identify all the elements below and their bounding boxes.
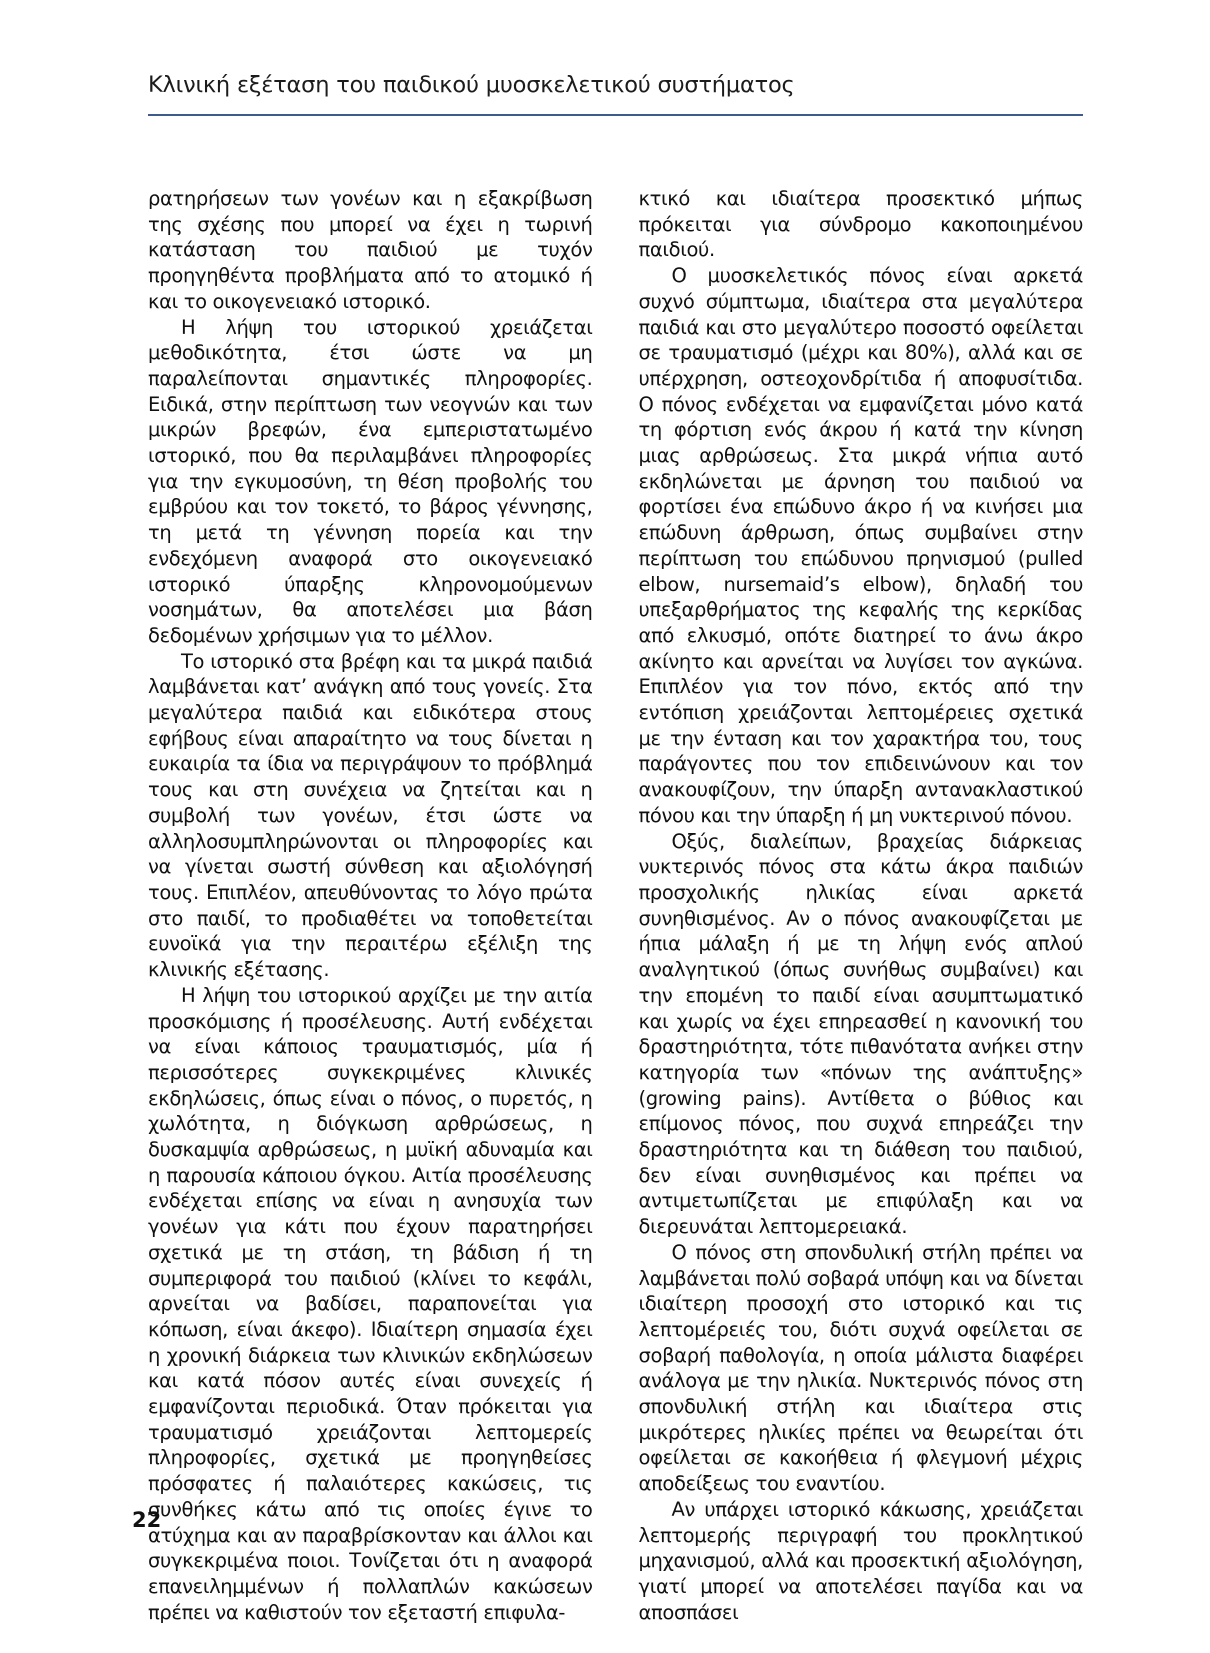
body-paragraph: κτικό και ιδιαίτερα προσεκτικό μήπως πρόκειται για σύνδρομο κακοποιημένου παιδιού.	[638, 187, 1083, 262]
body-paragraph: Η λήψη του ιστορικού χρειάζεται μεθοδικότητα, έτσι ώστε να μη παραλείπονται σημαντικές πληροφορίες. Ειδικά, στην περίπτωση των νεογνών και των μικρών βρεφών, ένα εμπεριστατωμένο ιστορικό, που θα περιλαμβάνει πληροφορίες για την εγκυμοσύνη, τη θέση προβολής του εμβρύου και τον τοκετό, το βάρος γέννησης, τη μετά τη γέννηση πορεία και την ενδεχόμενη αναφορά στο οικογενειακό ιστορικό ύπαρξης κληρονομούμενων νοσημάτων, θα αποτελέσει μια βάση δεδομένων χρήσιμων για το μέλλον.	[148, 315, 593, 647]
left-column	[148, 186, 593, 1625]
right-column	[639, 186, 1084, 1625]
text-columns	[148, 186, 1083, 1625]
header-rule	[148, 114, 1083, 116]
body-paragraph: ρατηρήσεων των γονέων και η εξακρίβωση της σχέσης που μπορεί να έχει η τωρινή κατάσταση του παιδιού με τυχόν προηγηθέντα προβλήματα από το ατομικό ή και το οικογενειακό ιστορικό.	[148, 187, 593, 313]
body-paragraph: Η λήψη του ιστορικού αρχίζει με την αιτία προσκόμισης ή προσέλευσης. Αυτή ενδέχεται να είναι κάποιος τραυματισμός, μία ή περισσότερες συγκεκριμένες κλινικές εκδηλώσεις, όπως είναι ο πόνος, ο πυρετός, η χωλότητα, η διόγκωση αρθρώσεως, η δυσκαμψία αρθρώσεως, η μυϊκή αδυναμία και η παρουσία κάποιου όγκου. Αιτία προσέλευσης ενδέχεται επίσης να είναι η ανησυχία των γονέων για κάτι που έχουν παρατηρήσει σχετικά με τη στάση, τη βάδιση ή τη συμπεριφορά του παιδιού (κλίνει το κεφάλι, αρνείται να βαδίσει, παραπονείται για κόπωση, είναι άκεφο). Ιδιαίτερη σημασία έχει η χρονική διάρκεια των κλινικών εκδηλώσεων και κατά πόσον αυτές είναι συνεχείς ή εμφανίζονται περιοδικά. Όταν πρόκειται για τραυματισμό χρειάζονται λεπτομερείς πληροφορίες, σχετικά με προηγηθείσες πρόσφατες ή παλαιότερες κακώσεις, τις συνθήκες κάτω από τις οποίες έγινε το ατύχημα και αν παραβρίσκονταν και άλλοι και συγκεκριμένα ποιοι. Τονίζεται ότι η αναφορά επανειλημμένων ή πολλαπλών κακώσεων πρέπει να καθιστούν τον εξεταστή επιφυλα-	[148, 983, 593, 1624]
page-number: 22	[132, 1508, 162, 1532]
body-paragraph: Το ιστορικό στα βρέφη και τα μικρά παιδιά λαμβάνεται κατ’ ανάγκη από τους γονείς. Στα μεγαλύτερα παιδιά και ειδικότερα στους εφήβους είναι απαραίτητο να τους δίνεται η ευκαιρία τα ίδια να περιγράψουν το πρόβλημά τους και στη συνέχεια να ζητείται και η συμβολή των γονέων, έτσι ώστε να αλληλοσυμπληρώνονται οι πληροφορίες και να γίνεται σωστή σύνθεση και αξιολόγησή τους. Επιπλέον, απευθύνοντας το λόγο πρώτα στο παιδί, το προδιαθέτει να τοποθετείται ευνοϊκά για την περαιτέρω εξέλιξη της κλινικής εξέτασης.	[148, 649, 593, 982]
body-paragraph: Αν υπάρχει ιστορικό κάκωσης, χρειάζεται λεπτομερής περιγραφή του προκλητικού μηχανισμού, αλλά και προσεκτική αξιολόγηση, γιατί μπορεί να αποτελέσει παγίδα και να αποσπάσει	[638, 1497, 1083, 1624]
body-paragraph: Ο μυοσκελετικός πόνος είναι αρκετά συχνό σύμπτωμα, ιδιαίτερα στα μεγαλύτερα παιδιά και στο μεγαλύτερο ποσοστό οφείλεται σε τραυματισμό (μέχρι και 80%), αλλά και σε υπέρχρηση, οστεοχονδρίτιδα ή αποφυσίτιδα. Ο πόνος ενδέχεται να εμφανίζεται μόνο κατά τη φόρτιση ενός άκρου ή κατά την κίνηση μιας αρθρώσεως. Στα μικρά νήπια αυτό εκδηλώνεται με άρνηση του παιδιού να φορτίσει ένα επώδυνο άκρο ή να κινήσει μια επώδυνη άρθρωση, όπως συμβαίνει στην περίπτωση του επώδυνου πρηνισμού (pulled elbow, nursemaid’s elbow), δηλαδή του υπεξαρθρήματος της κεφαλής της κερκίδας από ελκυσμό, οπότε διατηρεί το άνω άκρο ακίνητο και αρνείται να λυγίσει τον αγκώνα. Επιπλέον για τον πόνο, εκτός από την εντόπιση χρειάζονται λεπτομέρειες σχετικά με την ένταση και τον χαρακτήρα του, τους παράγοντες που τον επιδεινώνουν και τον ανακουφίζουν, την ύπαρξη αντανακλαστικού πόνου και την ύπαρξη ή μη νυκτερινού πόνου.	[638, 264, 1083, 827]
running-header-title: Κλινική εξέταση του παιδικού μυοσκελετικού συστήματος	[148, 72, 795, 98]
body-paragraph: Ο πόνος στη σπονδυλική στήλη πρέπει να λαμβάνεται πολύ σοβαρά υπόψη και να δίνεται ιδιαίτερη προσοχή στο ιστορικό και τις λεπτομέρειές του, διότι συχνά οφείλεται σε σοβαρή παθολογία, η οποία μάλιστα διαφέρει ανάλογα με την ηλικία. Νυκτερινός πόνος στη σπονδυλική στήλη και ιδιαίτερα στις μικρότερες ηλικίες πρέπει να θεωρείται ότι οφείλεται σε κακοήθεια ή φλεγμονή μέχρις αποδείξεως του εναντίου.	[638, 1240, 1083, 1496]
body-paragraph: Οξύς, διαλείπων, βραχείας διάρκειας νυκτερινός πόνος στα κάτω άκρα παιδιών προσχολικής ηλικίας είναι αρκετά συνηθισμένος. Αν ο πόνος ανακουφίζεται με ήπια μάλαξη ή με τη λήψη ενός απλού αναλγητικού (όπως συνήθως συμβαίνει) και την επομένη το παιδί είναι ασυμπτωματικό και χωρίς να έχει επηρεασθεί η κανονική του δραστηριότητα, τότε πιθανότατα ανήκει στην κατηγορία των «πόνων της ανάπτυξης» (growing pains). Αντίθετα ο βύθιος και επίμονος πόνος, που συχνά επηρεάζει την δραστηριότητα και τη διάθεση του παιδιού, δεν είναι συνηθισμένος και πρέπει να αντιμετωπίζεται με επιφύλαξη και να διερευνάται λεπτομερειακά.	[638, 829, 1083, 1239]
